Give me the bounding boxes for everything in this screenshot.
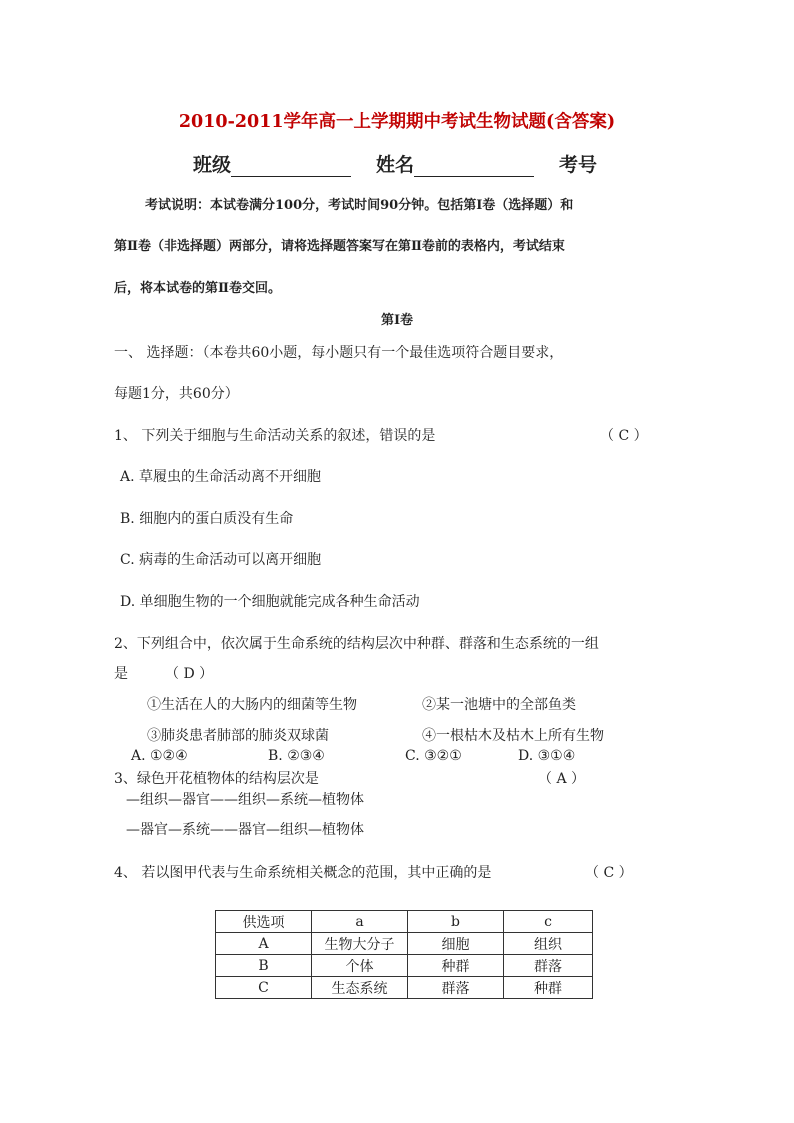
exam-number-label: 考号: [559, 154, 598, 176]
q2-item-4: ④一根枯木及枯木上所有生物: [422, 728, 604, 744]
q1-option-c: C. 病毒的生命活动可以离开细胞: [120, 552, 322, 568]
q1-option-a: A. 草履虫的生命活动离不开细胞: [120, 469, 322, 485]
page-title: 2010-2011学年高一上学期期中考试生物试题(含答案): [178, 112, 616, 132]
name-field: [376, 150, 534, 177]
table-row: [216, 955, 593, 977]
part1-line-1: 一、 选择题：（本卷共60小题，每小题只有一个最佳选项符合题目要求，: [114, 345, 564, 361]
table-cell: 种群: [504, 977, 593, 999]
q1-option-d: D. 单细胞生物的一个细胞就能完成各种生命活动: [120, 594, 420, 610]
name-label: 姓名: [376, 154, 415, 176]
table-cell: 组织: [504, 933, 593, 955]
table-header-cell: 供选项: [216, 911, 312, 933]
table-cell: 群落: [504, 955, 593, 977]
section-title: 第Ⅰ卷: [380, 313, 414, 328]
q2-item-3: ③肺炎患者肺部的肺炎双球菌: [147, 728, 329, 744]
q4-answer: （ C ）: [585, 865, 633, 881]
class-blank: [231, 158, 351, 177]
q3-line-b: —器官—系统——器官—组织—植物体: [126, 822, 364, 838]
q2-choice-a: A. ①②④: [131, 748, 188, 764]
q2-item-1: ①生活在人的大肠内的细菌等生物: [147, 697, 357, 713]
q1-answer: （ C ）: [600, 428, 648, 444]
q3-stem: 3、绿色开花植物体的结构层次是: [114, 771, 319, 787]
class-field: [193, 150, 351, 177]
table-header-cell: b: [408, 911, 504, 933]
q2-choice-b: B. ②③④: [268, 748, 325, 764]
instructions-line-3: 后，将本试卷的第Ⅱ卷交回。: [114, 281, 281, 296]
class-label: 班级: [193, 154, 232, 176]
table-cell: 群落: [408, 977, 504, 999]
q2-stem-line-1: 2、下列组合中，依次属于生命系统的结构层次中种群、群落和生态系统的一组: [114, 636, 599, 652]
table-row: [216, 933, 593, 955]
table-cell: 细胞: [408, 933, 504, 955]
q3-line-a: —组织—器官——组织—系统—植物体: [126, 792, 364, 808]
table-header-cell: a: [312, 911, 408, 933]
q4-options-table: [215, 910, 593, 999]
table-cell: 生物大分子: [312, 933, 408, 955]
name-blank: [414, 158, 534, 177]
table-row: [216, 977, 593, 999]
q1-stem: 1、 下列关于细胞与生命活动关系的叙述，错误的是: [114, 428, 436, 444]
instructions-line-2: 第Ⅱ卷（非选择题）两部分，请将选择题答案写在第Ⅱ卷前的表格内，考试结束: [114, 239, 565, 254]
table-header-row: [216, 911, 593, 933]
q4-stem: 4、 若以图甲代表与生命系统相关概念的范围，其中正确的是: [114, 865, 492, 881]
table-cell: 种群: [408, 955, 504, 977]
q2-choice-c: C. ③②①: [405, 748, 462, 764]
q2-stem-line-2: 是: [114, 666, 128, 682]
table-cell: B: [216, 955, 312, 977]
part1-line-2: 每题1分，共60分）: [114, 386, 239, 402]
table-cell: A: [216, 933, 312, 955]
q3-answer: （ A ）: [538, 771, 586, 787]
table-cell: 生态系统: [312, 977, 408, 999]
q2-answer: （ D ）: [165, 666, 214, 682]
q2-item-2: ②某一池塘中的全部鱼类: [422, 697, 576, 713]
q2-choice-d: D. ③①④: [518, 748, 576, 764]
instructions-line-1: 考试说明：本试卷满分100分，考试时间90分钟。包括第Ⅰ卷（选择题）和: [145, 198, 574, 213]
q1-option-b: B. 细胞内的蛋白质没有生命: [120, 511, 294, 527]
exam-number-field: [559, 150, 597, 177]
table-cell: C: [216, 977, 312, 999]
table-header-cell: c: [504, 911, 593, 933]
table-cell: 个体: [312, 955, 408, 977]
